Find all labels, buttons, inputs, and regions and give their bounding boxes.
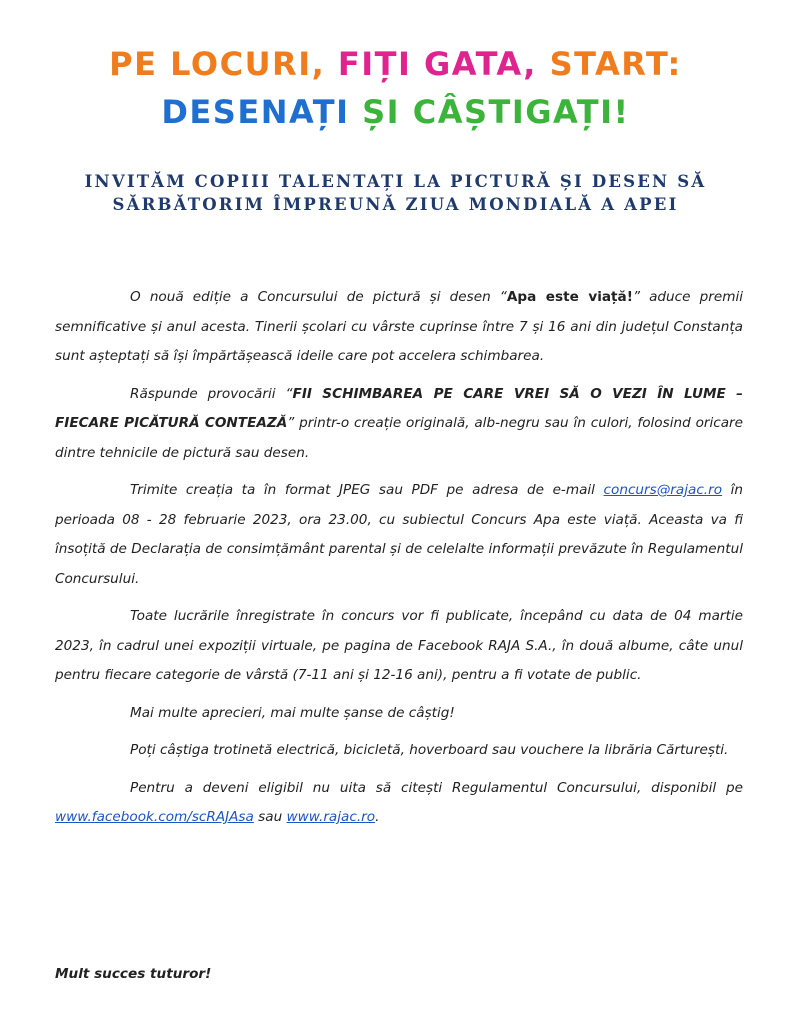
paragraph-eligibility xyxy=(55,774,743,833)
closing-line: Mult succes tuturor! xyxy=(55,966,212,982)
body-text xyxy=(55,283,743,841)
subheading-line-2: SĂRBĂTORIM ÎMPREUNĂ ZIUA MONDIALĂ A APEI xyxy=(112,195,679,214)
headline-start: START: xyxy=(549,45,682,83)
paragraph-challenge-text: Răspunde provocării “ xyxy=(130,385,293,402)
paragraph-prizes: Poți câștiga trotinetă electrică, bicicletă, hoverboard sau vouchere la librăria Cărturești. xyxy=(130,742,729,758)
facebook-link[interactable]: www.facebook.com/scRAJAsa xyxy=(55,809,254,825)
paragraph-intro-text: O nouă ediție a Concursului de pictură și desen “ xyxy=(130,289,507,305)
headline-si-castigati: ȘI CÂȘTIGAȚI! xyxy=(362,93,630,131)
headline-desenati: DESENAȚI xyxy=(161,93,363,131)
paragraph-intro xyxy=(55,283,743,372)
paragraph-submission-text: Trimite creația ta în format JPEG sau PDF pe adresa de e-mail xyxy=(130,482,604,498)
paragraph-challenge-rest: ” printr-o creație originală, alb-negru sau în culori, folosind oricare dintre tehnicile de pictură sau desen. xyxy=(55,415,744,461)
paragraph-challenge xyxy=(55,380,743,469)
paragraph-eligibility-middle: sau xyxy=(253,809,287,825)
website-link[interactable]: www.rajac.ro xyxy=(286,809,376,825)
paragraph-intro-rest: ” aduce premii semnificative și anul acesta. Tinerii școlari cu vârste cuprinse între 7 și 16 ani din județul Constanța sunt așteptați să își împărtășească ideile care pot accelera schimbarea. xyxy=(55,289,743,364)
paragraph-eligibility-text: Pentru a deveni eligibil nu uita să citești Regulamentul Concursului, disponibil pe xyxy=(130,779,743,796)
subheading-line-1: INVITĂM COPIII TALENTAȚI LA PICTURĂ ȘI DESEN SĂ xyxy=(84,172,707,191)
paragraph-submission xyxy=(55,476,743,594)
challenge-theme: FII SCHIMBAREA PE CARE VREI SĂ O VEZI ÎN LUME – FIECARE PICĂTURĂ CONTEAZĂ xyxy=(55,385,743,431)
paragraph-eligibility-end: . xyxy=(375,809,380,825)
headline-line-1 xyxy=(0,44,791,84)
paragraph-submission-rest: în perioada 08 - 28 februarie 2023, ora 23.00, cu subiectul Concurs Apa este viață. Aceasta va fi însoțită de Declarația de consimțământ parental și de celelalte informații prevăzute în Regulamentul Concursului. xyxy=(55,482,744,587)
email-link[interactable]: concurs@rajac.ro xyxy=(603,482,723,498)
contest-name: Apa este viață! xyxy=(506,289,633,305)
headline-line-2 xyxy=(0,92,791,132)
headline-pe-locuri: PE LOCURI, xyxy=(109,45,338,83)
paragraph-publication: Toate lucrările înregistrate în concurs vor fi publicate, începând cu data de 04 martie 2023, în cadrul unei expoziții virtuale, pe pagina de Facebook RAJA S.A., în două albume, câte unul pentru fiecare categorie de vârstă (7-11 ani și 12-16 ani), pentru a fi votate de public. xyxy=(55,608,743,683)
paragraph-likes: Mai multe aprecieri, mai multe șanse de câștig! xyxy=(130,704,455,721)
headline-fiti-gata: FIȚI GATA, xyxy=(337,45,550,83)
